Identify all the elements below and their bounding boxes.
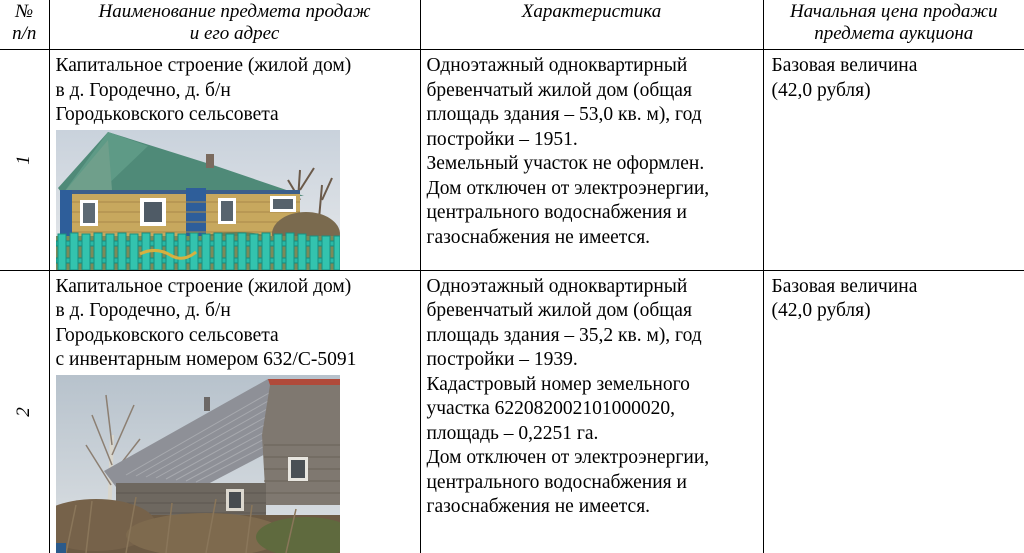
price-line: Базовая величина xyxy=(771,55,918,76)
table-row xyxy=(0,270,1024,553)
row-number: 2 xyxy=(13,406,35,417)
lot-name-line: Городьковского сельсовета xyxy=(55,324,279,346)
table-row xyxy=(0,50,1024,271)
header-characteristic: Характеристика xyxy=(420,0,763,50)
characteristic-line: Одноэтажный одноквартирный xyxy=(426,275,688,297)
price-line: (42,0 рубля) xyxy=(771,79,871,101)
row-number: 1 xyxy=(13,155,35,165)
row-number-cell xyxy=(0,50,49,271)
characteristic-line: площадь здания – 53,0 кв. м), год xyxy=(426,104,702,125)
characteristic-line: участка 622082002101000020, xyxy=(426,398,675,419)
house-photo-icon xyxy=(56,130,340,270)
price-line: (42,0 рубля) xyxy=(771,300,871,321)
characteristic-line: Земельный участок не оформлен. xyxy=(426,153,705,174)
lot-name-line: в д. Городечно, д. б/н xyxy=(55,300,231,321)
lot-name-line: в д. Городечно, д. б/н xyxy=(55,79,231,101)
header-number: № п/п xyxy=(0,0,49,50)
characteristic-line: Дом отключен от электроэнергии, xyxy=(426,177,710,199)
house-photo-icon xyxy=(56,375,340,553)
characteristic-line: площадь здания – 35,2 кв. м), год xyxy=(426,324,702,346)
row-number-cell xyxy=(0,270,49,553)
characteristic-line: Кадастровый номер земельного xyxy=(426,373,690,395)
lot-name-line: Капитальное строение (жилой дом) xyxy=(55,275,352,297)
lot-price-cell xyxy=(763,50,1024,271)
characteristic-line: газоснабжения не имеется. xyxy=(426,496,651,517)
lot-characteristic-cell xyxy=(420,50,763,271)
lot-name-line: с инвентарным номером 632/С-5091 xyxy=(55,349,357,370)
characteristic-line: площадь – 0,2251 га. xyxy=(426,422,599,444)
characteristic-line: бревенчатый жилой дом (общая xyxy=(426,79,692,101)
lot-characteristic-cell xyxy=(420,270,763,553)
lot-name-line: Капитальное строение (жилой дом) xyxy=(55,55,352,76)
characteristic-line: постройки – 1951. xyxy=(426,128,578,150)
characteristic-line: Одноэтажный одноквартирный xyxy=(426,55,688,76)
characteristic-line: Дом отключен от электроэнергии, xyxy=(426,447,710,468)
header-price: Начальная цена продажи предмета аукциона xyxy=(763,0,1024,50)
characteristic-line: бревенчатый жилой дом (общая xyxy=(426,300,692,321)
lot-price-cell xyxy=(763,270,1024,553)
header-row xyxy=(0,0,1024,50)
characteristic-line: центрального водоснабжения и xyxy=(426,471,687,493)
characteristic-line: центрального водоснабжения и xyxy=(426,202,687,223)
header-name: Наименование предмета продаж и его адрес xyxy=(49,0,420,50)
lot-name-cell xyxy=(49,50,420,271)
characteristic-line: постройки – 1939. xyxy=(426,349,578,370)
lot-name-cell xyxy=(49,270,420,553)
lot-name-line: Городьковского сельсовета xyxy=(55,104,279,125)
price-line: Базовая величина xyxy=(771,275,918,297)
characteristic-line: газоснабжения не имеется. xyxy=(426,226,651,248)
